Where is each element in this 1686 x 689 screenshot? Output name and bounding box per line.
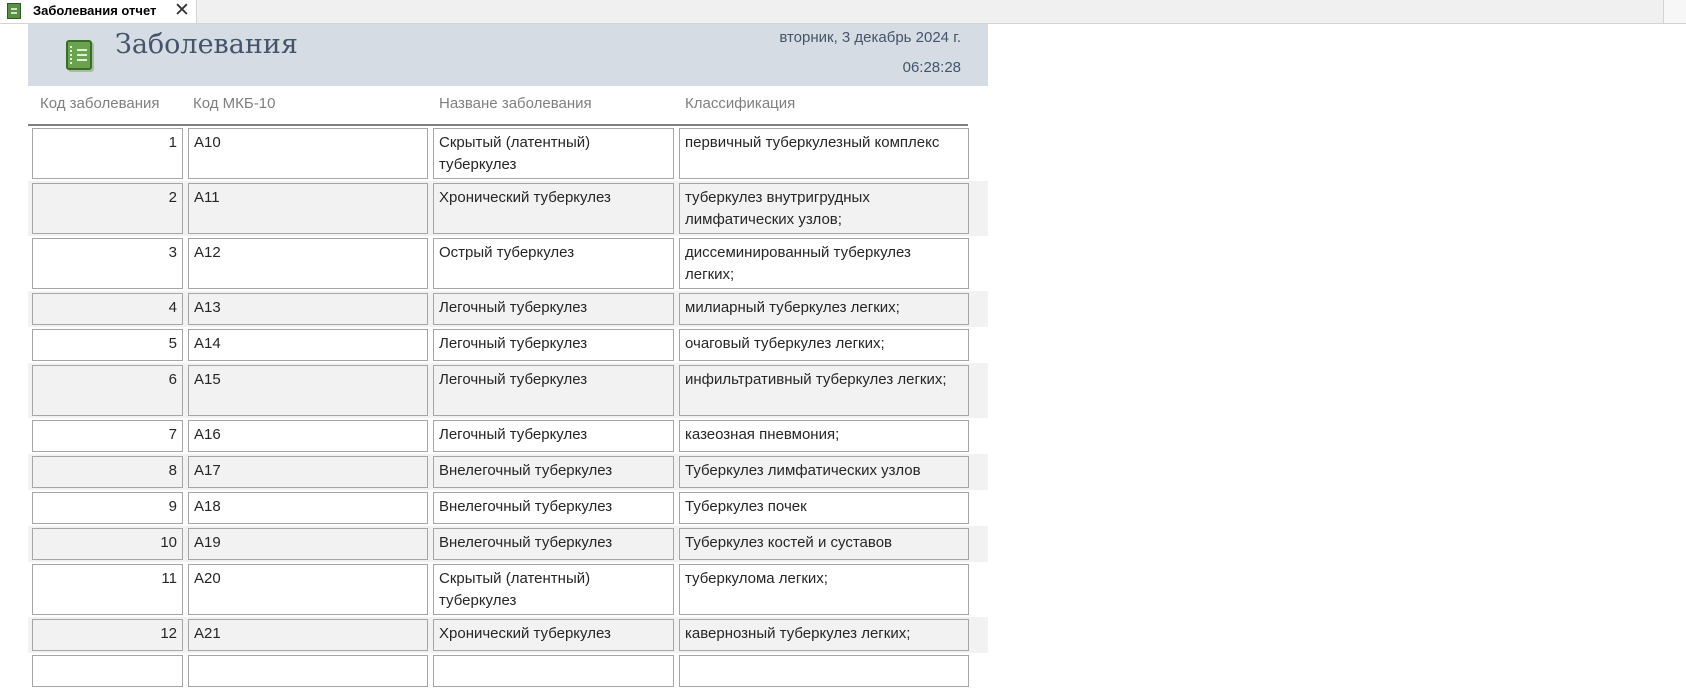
cell-disease-name: Скрытый (латентный) туберкулез (433, 128, 674, 179)
cell-classification: милиарный туберкулез легких; (679, 293, 969, 325)
cell-disease-name: Внелегочный туберкулез (433, 528, 674, 560)
cell-icd10: A20 (188, 564, 428, 615)
cell-disease-name: Внелегочный туберкулез (433, 492, 674, 524)
table-row (28, 653, 988, 689)
cell-icd10: A14 (188, 329, 428, 361)
cell-classification: туберкулома легких; (679, 564, 969, 615)
cell-disease-id: 6 (32, 365, 183, 416)
cell-disease-id: 8 (32, 456, 183, 488)
cell-icd10: A15 (188, 365, 428, 416)
cell-icd10: A16 (188, 420, 428, 452)
column-header-classification: Классификация (685, 95, 796, 112)
cell-disease-name: Легочный туберкулез (433, 420, 674, 452)
report-rows (28, 126, 988, 689)
report-time: 06:28:28 (902, 59, 961, 76)
report-title: Заболевания (115, 29, 298, 60)
cell-icd10: A21 (188, 619, 428, 651)
column-header-icd10: Код МКБ-10 (193, 95, 276, 112)
table-row (28, 418, 988, 454)
cell-disease-id: 11 (32, 564, 183, 615)
table-row (28, 526, 988, 562)
cell-disease-id: 3 (32, 238, 183, 289)
report-tab[interactable] (0, 0, 197, 23)
cell-icd10: A12 (188, 238, 428, 289)
cell-disease-name: Легочный туберкулез (433, 329, 674, 361)
cell-disease-id: 12 (32, 619, 183, 651)
cell-classification: Туберкулез костей и суставов (679, 528, 969, 560)
table-row (28, 617, 988, 653)
cell-classification: Туберкулез лимфатических узлов (679, 456, 969, 488)
cell-disease-name: Хронический туберкулез (433, 619, 674, 651)
table-row (28, 562, 988, 617)
cell-classification: очаговый туберкулез легких; (679, 329, 969, 361)
cell-disease-id (32, 655, 183, 687)
cell-classification: диссеминированный туберкулез легких; (679, 238, 969, 289)
table-row (28, 291, 988, 327)
cell-classification: казеозная пневмония; (679, 420, 969, 452)
cell-icd10: A10 (188, 128, 428, 179)
cell-icd10: A13 (188, 293, 428, 325)
column-header-disease-id: Код заболевания (40, 95, 160, 112)
cell-disease-name: Хронический туберкулез (433, 183, 674, 234)
document-tab-strip (0, 0, 1686, 24)
close-icon[interactable]: ✕ (174, 0, 190, 21)
report-icon (7, 3, 21, 19)
cell-disease-name: Легочный туберкулез (433, 293, 674, 325)
cell-classification: Туберкулез почек (679, 492, 969, 524)
cell-classification: туберкулез внутригрудных лимфатических узлов; (679, 183, 969, 234)
cell-classification: кавернозный туберкулез легких; (679, 619, 969, 651)
cell-disease-id: 7 (32, 420, 183, 452)
table-row (28, 181, 988, 236)
cell-disease-id: 9 (32, 492, 183, 524)
cell-disease-id: 10 (32, 528, 183, 560)
cell-classification: первичный туберкулезный комплекс (679, 128, 969, 179)
tab-strip-edge (1663, 0, 1686, 23)
cell-disease-name: Острый туберкулез (433, 238, 674, 289)
cell-disease-name: Внелегочный туберкулез (433, 456, 674, 488)
cell-disease-id: 5 (32, 329, 183, 361)
report-header (28, 24, 988, 86)
cell-disease-name: Легочный туберкулез (433, 365, 674, 416)
cell-disease-name (433, 655, 674, 687)
report-date: вторник, 3 декабрь 2024 г. (779, 29, 961, 46)
table-row (28, 363, 988, 418)
cell-disease-id: 1 (32, 128, 183, 179)
notebook-icon (66, 40, 92, 70)
table-row (28, 236, 988, 291)
cell-classification (679, 655, 969, 687)
cell-classification: инфильтративный туберкулез легких; (679, 365, 969, 416)
table-row (28, 126, 988, 181)
table-row (28, 454, 988, 490)
table-row (28, 327, 988, 363)
cell-icd10 (188, 655, 428, 687)
column-header-disease-name: Назване заболевания (439, 95, 592, 112)
cell-icd10: A18 (188, 492, 428, 524)
cell-disease-name: Скрытый (латентный) туберкулез (433, 564, 674, 615)
cell-disease-id: 4 (32, 293, 183, 325)
cell-disease-id: 2 (32, 183, 183, 234)
table-row (28, 490, 988, 526)
tab-label: Заболевания отчет (33, 3, 157, 18)
cell-icd10: A11 (188, 183, 428, 234)
cell-icd10: A17 (188, 456, 428, 488)
cell-icd10: A19 (188, 528, 428, 560)
